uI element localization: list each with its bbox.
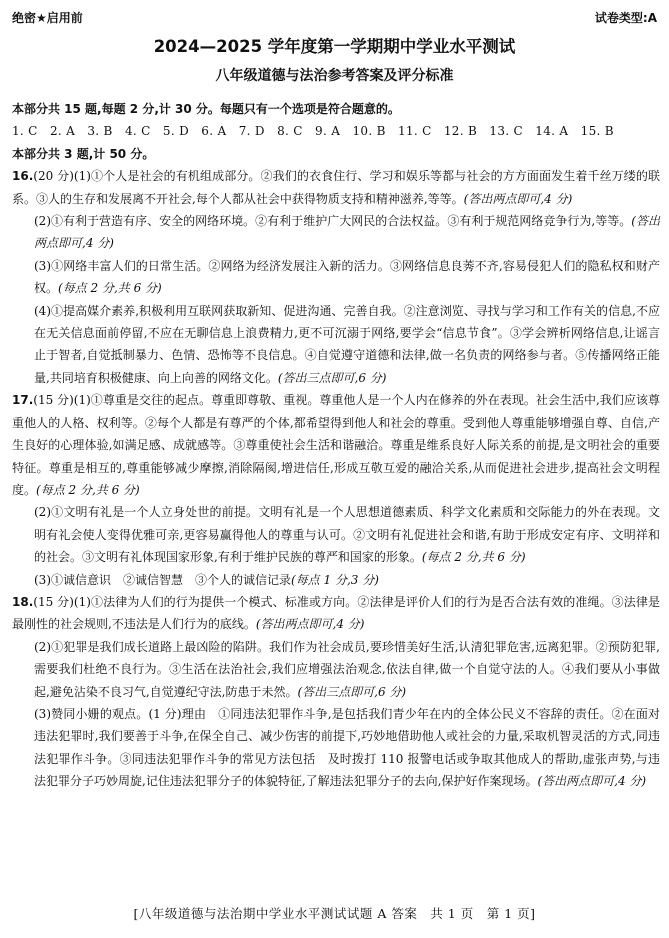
q16-part4: (4)①提高媒介素养,积极利用互联网获取新知、促进沟通、完善自我。②注意浏览、寻找与学习和工作有关的信息,不应在无关信息面前停留,不应在无聊信息上浪费精力,更不可沉溺于网络,要学会“信息节食”。③学会辨析网络信息,让谣言止于智者,自觉抵制暴力、色情、恐怖等不良信息。④自觉遵守道德和法律,做一名负责的网络参与者。⑤传播网络正能量,共同培育积极健康、向上向善的网络文化。 bbox=[34, 303, 660, 385]
q18-part2-note: (答出三点即可,6 分) bbox=[297, 684, 407, 699]
q18-part3-note: (答出两点即可,4 分) bbox=[537, 774, 647, 789]
paper-type-label: 试卷类型:A bbox=[594, 11, 657, 25]
answer-content bbox=[12, 98, 660, 793]
q16-part1: (20 分)(1)①个人是社会的有机组成部分。②我们的衣食住行、学习和娱乐等都与社会的方方面面发生着千丝万缕的联系。③人的生存和发展离不开社会,每个人都从社会中获得物质支持和精神滋养,等等。 bbox=[12, 169, 660, 206]
q18-part2: (2)①犯罪是我们成长道路上最凶险的陷阱。我们作为社会成员,要珍惜美好生活,认清犯罪危害,远离犯罪。②预防犯罪,需要我们杜绝不良行为。③生活在法治社会,我们应增强法治观念,依法自律,做一个自觉守法的人。④我们要从小事做起,避免沾染不良习气,自觉遵纪守法,防患于未然。 bbox=[34, 639, 660, 699]
q17-part2: (2)①文明有礼是一个人立身处世的前提。文明有礼是一个人思想道德素质、科学文化素质和交际能力的外在表现。文明有礼会使人变得优雅可亲,更容易赢得他人的尊重与认可。②文明有礼促进社会和谐,有助于形成安定有序、文明祥和的社会。③文明有礼体现国家形象,有利于维护民族的尊严和国家的形象。 bbox=[34, 505, 660, 565]
q16-part1-note: (答出两点即可,4 分) bbox=[463, 191, 573, 206]
q16-part4-note: (答出三点即可,6 分) bbox=[277, 370, 387, 385]
q18-number: 18. bbox=[12, 594, 34, 609]
question-16 bbox=[12, 165, 660, 389]
page-footer: [八年级道德与法治期中学业水平测试试题 A 答案 共 1 页 第 1 页] bbox=[133, 906, 536, 921]
page-subtitle: 八年级道德与法治参考答案及评分标准 bbox=[215, 68, 454, 84]
q16-part3-note: (每点 2 分,共 6 分) bbox=[58, 281, 162, 296]
q17-part3-note: (每点 1 分,3 分) bbox=[291, 572, 379, 587]
q16-number: 16. bbox=[12, 169, 34, 184]
q18-part1-note: (答出两点即可,4 分) bbox=[255, 617, 365, 632]
q17-part3: (3)①诚信意识 ②诚信智慧 ③个人的诚信记录 bbox=[34, 572, 291, 587]
question-17 bbox=[12, 389, 660, 591]
q17-part2-note: (每点 2 分,共 6 分) bbox=[421, 550, 526, 565]
q16-part3: (3)①网络丰富人们的日常生活。②网络为经济发展注入新的活力。③网络信息良莠不齐,容易侵犯人们的隐私权和财产权。 bbox=[34, 258, 660, 296]
part2-intro: 本部分共 3 题,计 50 分。 bbox=[12, 146, 155, 161]
page-title: 2024—2025 学年度第一学期期中学业水平测试 bbox=[153, 37, 516, 56]
header-row bbox=[12, 9, 657, 27]
q17-part1-note: (每点 2 分,共 6 分) bbox=[36, 482, 140, 497]
question-18 bbox=[12, 591, 660, 793]
q16-part2-note: (答出两点即可,4 分) bbox=[34, 214, 660, 251]
q18-part1: (15 分)(1)①法律为人们的行为提供一个模式、标准或方向。②法律是评价人们的行为是否合法有效的准绳。③法律是最刚性的社会规则,不违法是人们行为的底线。 bbox=[12, 594, 660, 632]
q17-part1: (15 分)(1)①尊重是交往的起点。尊重即尊敬、重视。尊重他人是一个人内在修养的外在表现。社会生活中,我们应该尊重他人的人格、权利等。②每个人都是有尊严的个体,都希望得到他人和社会的尊重。受到他人尊重能够增强自尊、自信,产生良好的心理体验,如满足感、成就感等。③尊重使社会生活和谐融洽。尊重是维系良好人际关系的前提,是文明社会的重要特征。尊重是相互的,尊重能够减少摩擦,消除隔阂,增进信任,形成互敬互爱的融洽关系,从而促进社会进步,提高社会文明程度。 bbox=[12, 393, 660, 497]
part1-intro: 本部分共 15 题,每题 2 分,计 30 分。每题只有一个选项是符合题意的。 bbox=[12, 102, 400, 116]
q18-part3: (3)赞同小姗的观点。(1 分)理由 ①同违法犯罪作斗争,是包括我们青少年在内的全体公民义不容辞的责任。②在面对违法犯罪时,我们要善于斗争,在保全自己、减少伤害的前提下,巧妙地借助他人或社会的力量,采取机智灵活的方式,同违法犯罪作斗争。③同违法犯罪作斗争的常见方法包括 及时拨打 110 报警电话或争取其他成人的帮助,虚张声势,与违法犯罪分子巧妙周旋,记住违法犯罪分子的体貌特征,了解违法犯罪分子的去向,保护好作案现场。 bbox=[34, 706, 660, 789]
confidential-label: 绝密★启用前 bbox=[12, 11, 83, 25]
q16-part2: (2)①有利于营造有序、安全的网络环境。②有利于维护广大网民的合法权益。③有利于规范网络竞争行为,等等。 bbox=[34, 214, 632, 229]
q17-number: 17. bbox=[12, 393, 34, 408]
choice-answers: 1. C 2. A 3. B 4. C 5. D 6. A 7. D 8. C 9. A 10. B 11. C 12. B 13. C 14. A 15. B bbox=[12, 124, 614, 139]
